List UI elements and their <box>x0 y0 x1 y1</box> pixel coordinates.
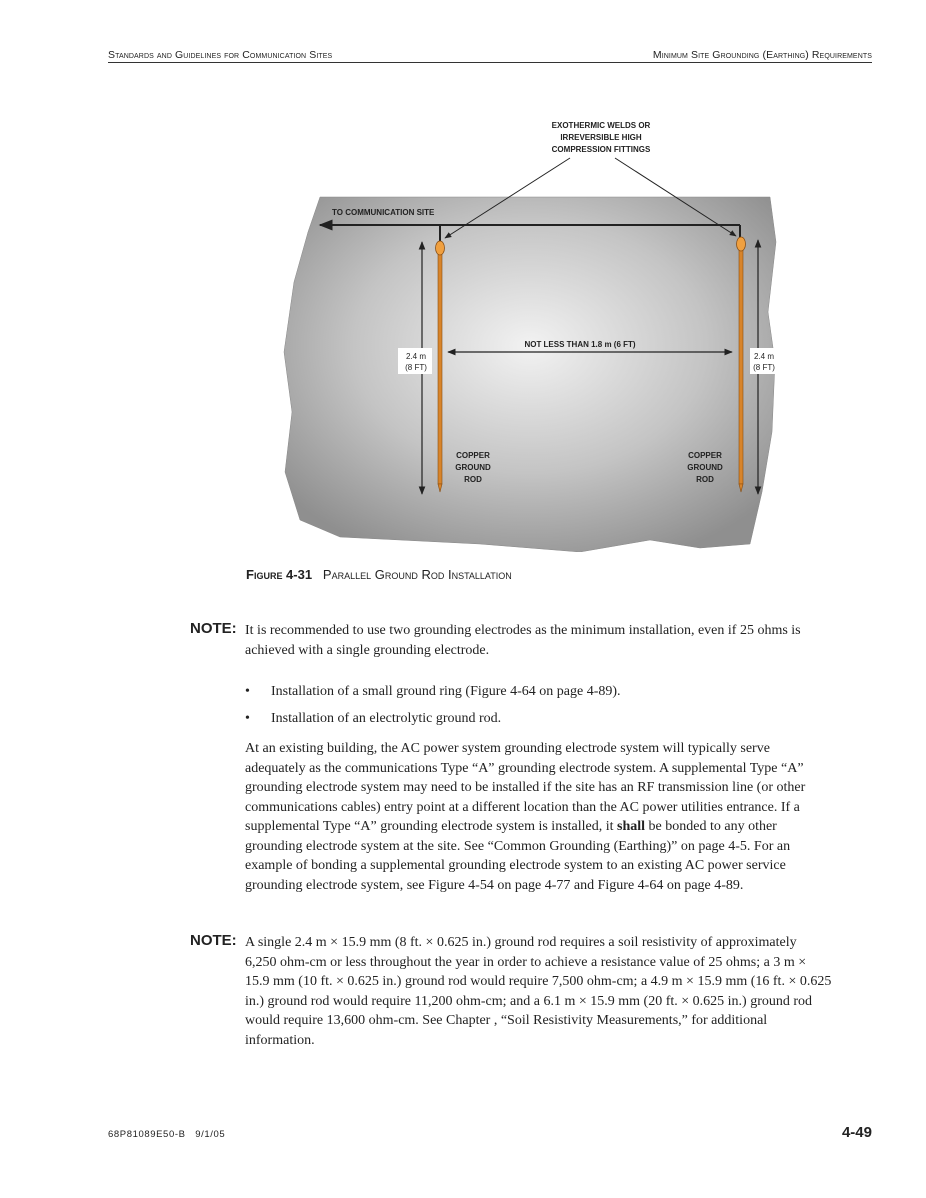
paragraph-line: grounding electrode system at the site. See “Common Grounding (Earthing)” on page 4-5. For an <box>245 838 791 854</box>
bullet-dot: • <box>245 684 250 699</box>
right-rod-label-line2: GROUND <box>687 463 723 472</box>
right-weld <box>737 237 746 251</box>
header-left-title <box>108 49 332 61</box>
right-rod-label-line1: COPPER <box>688 451 722 460</box>
paragraph-line: example of bonding a supplemental grounding electrode system to an existing AC power service <box>245 858 786 873</box>
right-length-line1: 2.4 m <box>753 352 775 361</box>
note2-line: information. <box>245 1032 315 1048</box>
paragraph-line-end: be bonded to any other <box>645 819 777 834</box>
weld-label-line1: EXOTHERMIC WELDS OR <box>551 121 651 130</box>
left-rod-label-line3: ROD <box>464 475 482 484</box>
to-site-label: TO COMMUNICATION SITE <box>332 208 435 217</box>
figure-number: Figure 4-31 <box>246 567 313 582</box>
note1-label: NOTE: <box>190 620 237 637</box>
paragraph-bold-word: shall <box>617 819 646 834</box>
header-left-text: Standards and Guidelines for Communication Sites <box>108 49 333 61</box>
spacing-label: NOT LESS THAN 1.8 m (6 FT) <box>524 340 636 349</box>
paragraph-line: grounding electrode system may need to be installed if the site has an RF transmission line (or other <box>245 780 806 795</box>
paragraph-line <box>245 817 875 837</box>
paragraph-line: grounding electrode system, see Figure 4-54 on page 4-77 and Figure 4-64 on page 4-89. <box>245 877 744 893</box>
left-rod-label-line1: COPPER <box>456 451 490 460</box>
figure-title: Parallel Ground Rod Installation <box>322 567 512 582</box>
left-rod-label-line2: GROUND <box>455 463 491 472</box>
note2-line: A single 2.4 m × 15.9 mm (8 ft. × 0.625 in.) ground rod requires a soil resistivity of approximately <box>245 935 797 950</box>
list-item <box>245 711 501 727</box>
paragraph-line: adequately as the communications Type “A” grounding electrode system. A supplemental Type “A” <box>245 760 804 776</box>
note2-line: 6,250 ohm-cm or less throughout the year in order to achieve a resistance value of 25 ohms; a 3 m × <box>245 954 807 970</box>
weld-label-line2: IRREVERSIBLE HIGH <box>560 133 642 142</box>
weld-label-line3: COMPRESSION FITTINGS <box>551 145 651 154</box>
footer-doc-id: 68P81089E50-B 9/1/05 <box>108 1129 226 1140</box>
ground-rod-figure <box>280 112 800 552</box>
list-item <box>245 684 621 700</box>
note2-line: in.) ground rod would require 11,200 ohm-cm; and a 6.1 m × 15.9 mm (20 ft. × 0.625 in.) ground rod <box>245 993 813 1009</box>
header-rule <box>108 62 872 63</box>
header-right-title <box>653 49 872 61</box>
left-ground-rod <box>438 244 442 484</box>
left-weld <box>436 241 445 255</box>
right-length-line2: (8 FT) <box>753 363 775 372</box>
note1-text <box>245 621 875 660</box>
right-rod-label-line3: ROD <box>696 475 714 484</box>
paragraph-line: At an existing building, the AC power system grounding electrode system will typically serve <box>245 741 770 756</box>
note2-label: NOTE: <box>190 932 237 949</box>
bullet-text: Installation of an electrolytic ground rod. <box>271 711 502 726</box>
header-right-text: Minimum Site Grounding (Earthing) Requirements <box>652 49 872 61</box>
note1-line: achieved with a single grounding electrode. <box>245 642 490 658</box>
note1-line: It is recommended to use two grounding electrodes as the minimum installation, even if 25 ohms is <box>245 623 801 638</box>
bullet-text: Installation of a small ground ring (Figure 4-64 on page 4-89). <box>271 684 621 699</box>
soil-block <box>284 197 776 552</box>
paragraph-line-start: supplemental Type “A” grounding electrode system is installed, it <box>245 819 618 834</box>
body-paragraph <box>245 739 875 895</box>
footer-page-number: 4-49 <box>841 1124 872 1141</box>
bullet-dot: • <box>245 711 250 726</box>
paragraph-line: communications cables) entry point at a different location than the AC power utilities entrance. If a <box>245 799 800 815</box>
left-length-line2: (8 FT) <box>405 363 427 372</box>
left-length-line1: 2.4 m <box>405 352 427 361</box>
note2-line: would require 13,600 ohm-cm. See Chapter , “Soil Resistivity Measurements,” for additional <box>245 1013 768 1028</box>
note2-text <box>245 933 875 1050</box>
figure-caption <box>246 567 512 582</box>
right-ground-rod <box>739 242 743 484</box>
note2-line: 15.9 mm (10 ft. × 0.625 in.) ground rod would require 7,500 ohm-cm; a 4.9 m × 15.9 mm (16 ft. × 0.625 <box>245 974 832 989</box>
